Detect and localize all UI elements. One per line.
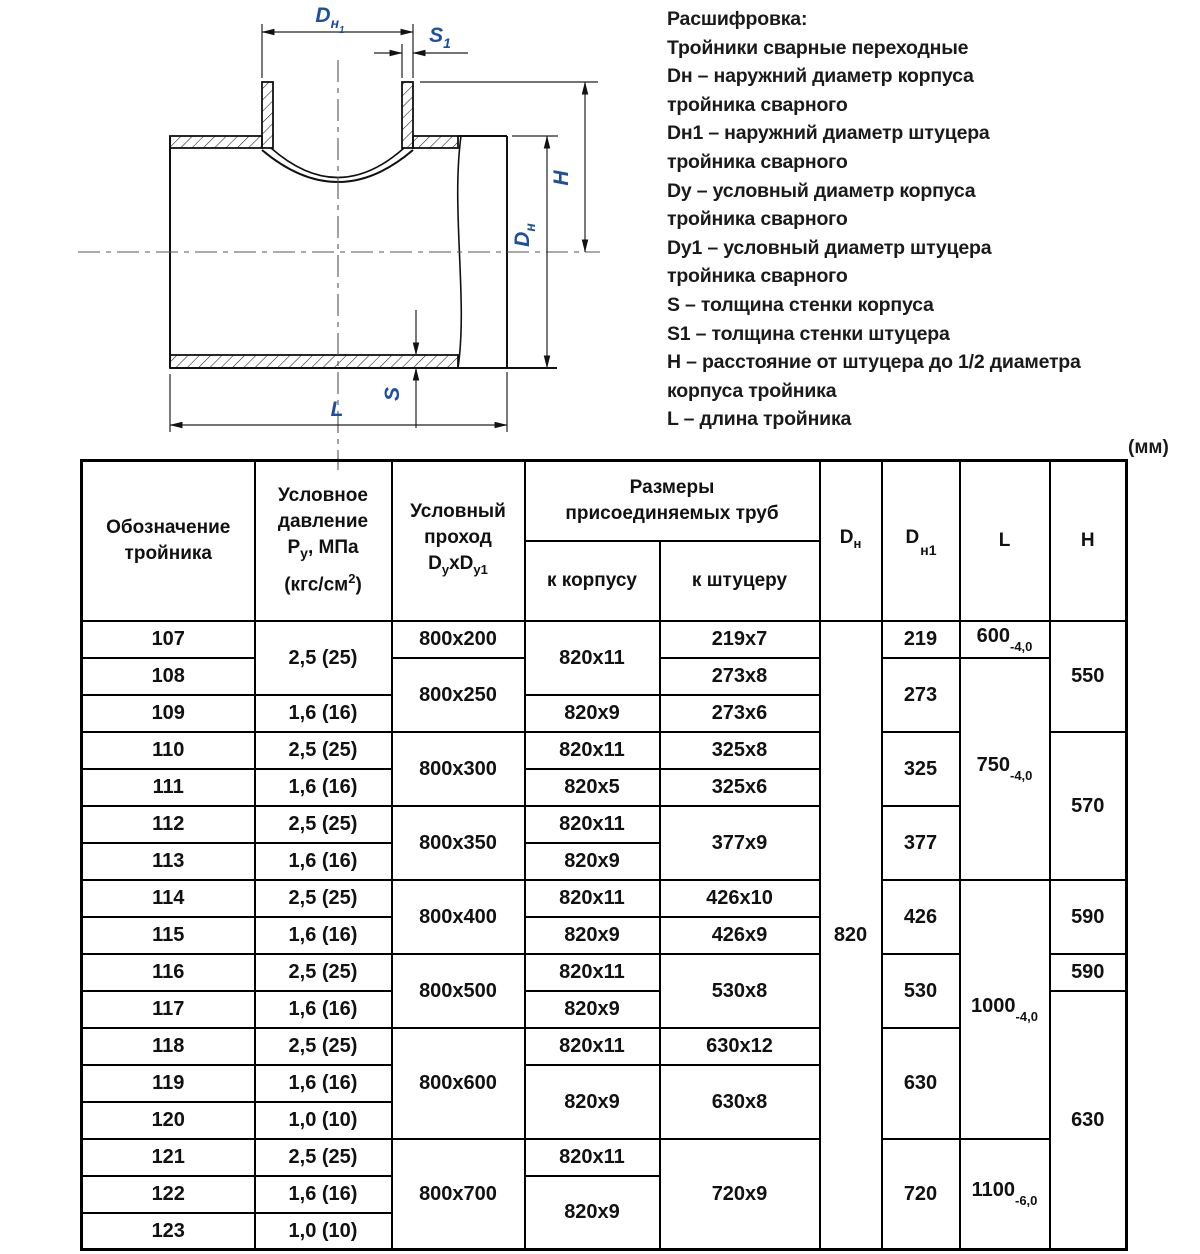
cell-designation: 110 (82, 732, 255, 769)
cell-l: $1000_{-4,0}$ (960, 880, 1050, 1139)
legend-title: Расшифровка: (667, 8, 808, 30)
dn1-label: $D_{н1}$ (315, 4, 345, 36)
cell-pressure: 2,5 (25) (255, 621, 392, 695)
legend-block (667, 5, 1197, 434)
cell-pipe-branch: 426x9 (660, 917, 820, 954)
tee-drawing (0, 0, 660, 470)
body-bottom-wall (170, 355, 458, 368)
header-pipes-line2: присоединяемых труб (565, 502, 779, 524)
cell-pipe-branch: 273x8 (660, 658, 820, 695)
cell-bore: 800x700 (392, 1139, 525, 1250)
legend-line: S – толщина стенки корпуса (667, 293, 934, 316)
cell-pressure: 2,5 (25) (255, 1028, 392, 1065)
cell-bore: 800x200 (392, 621, 525, 658)
cell-designation: 117 (82, 991, 255, 1028)
cell-pressure: 1,6 (16) (255, 1176, 392, 1213)
cell-l: $1100_{-6,0}$ (960, 1139, 1050, 1250)
cell-dn1: 219 (882, 621, 960, 658)
cell-pressure: 1,6 (16) (255, 769, 392, 806)
cell-designation: 111 (82, 769, 255, 806)
cell-dn1: 325 (882, 732, 960, 806)
cell-designation: 108 (82, 658, 255, 695)
cell-pipe-body: 820x11 (525, 732, 660, 769)
cell-pipe-branch: 630x12 (660, 1028, 820, 1065)
branch-wall-right (402, 82, 413, 148)
legend-line: Dн1 – наружний диаметр штуцера (667, 122, 990, 145)
cell-bore: 800x250 (392, 658, 525, 732)
cell-pressure: 1,6 (16) (255, 1065, 392, 1102)
header-dn: $D_н$ (820, 461, 882, 621)
cell-pipe-body: 820x9 (525, 1176, 660, 1250)
legend-line: L – длина тройника (667, 408, 852, 431)
cell-designation: 123 (82, 1213, 255, 1250)
cell-pipe-branch: 530x8 (660, 954, 820, 1028)
cell-pipe-body: 820x5 (525, 769, 660, 806)
s1-label: $S_1$ (429, 24, 451, 51)
cell-dn: 820 (820, 621, 882, 1250)
cell-pipe-body: 820x9 (525, 917, 660, 954)
cell-bore: 800x300 (392, 732, 525, 806)
header-bore-line2: проход (424, 526, 492, 548)
header-bore (392, 461, 525, 621)
cell-pressure: 1,6 (16) (255, 917, 392, 954)
cell-bore: 800x350 (392, 806, 525, 880)
cell-h: 590 (1050, 954, 1127, 991)
cell-dn1: 426 (882, 880, 960, 954)
s-label: S (381, 386, 404, 402)
legend-line: Dу – условный диаметр корпуса (667, 179, 976, 202)
dn-label: $D_н$ (511, 223, 538, 247)
legend-line: H – расстояние от штуцера до 1/2 диаметра (667, 351, 1081, 374)
legend-line: Тройники сварные переходные (667, 36, 969, 59)
cell-pipe-body: 820x9 (525, 695, 660, 732)
cell-pipe-branch: 325x8 (660, 732, 820, 769)
cell-bore: 800x600 (392, 1028, 525, 1139)
legend-line: S1 – толщина стенки штуцера (667, 322, 950, 345)
cell-pressure: 1,0 (10) (255, 1213, 392, 1250)
table-row (82, 621, 1127, 658)
cell-l: $600_{-4,0}$ (960, 621, 1050, 658)
cell-pressure: 1,0 (10) (255, 1102, 392, 1139)
cell-dn1: 530 (882, 954, 960, 1028)
header-pressure-line2: давление (277, 511, 369, 533)
branch-wall-left (262, 82, 273, 148)
cell-pipe-body: 820x11 (525, 621, 660, 695)
cell-pipe-body: 820x9 (525, 1065, 660, 1139)
legend-line: тройника сварного (667, 150, 848, 173)
header-pressure-line1: Условное (278, 485, 368, 507)
l-label: L (330, 398, 344, 421)
table-row (82, 1139, 1127, 1176)
units-label: (мм) (1128, 437, 1169, 458)
cell-pressure: 1,6 (16) (255, 695, 392, 732)
legend-line: Dн – наружний диаметр корпуса (667, 65, 974, 88)
cell-designation: 114 (82, 880, 255, 917)
header-pipe-body: к корпусу (525, 541, 660, 621)
header-pipes-line1: Размеры (629, 476, 715, 498)
cell-designation: 118 (82, 1028, 255, 1065)
legend-line: тройника сварного (667, 93, 848, 116)
header-pressure (255, 461, 392, 621)
cell-pipe-branch: 426x10 (660, 880, 820, 917)
cell-h: 630 (1050, 991, 1127, 1250)
cell-designation: 116 (82, 954, 255, 991)
header-pressure-line4: $(кгс/см^2)$ (284, 570, 362, 596)
header-pressure-line3: $P_у$, МПа (287, 537, 359, 561)
legend-line: Dу1 – условный диаметр штуцера (667, 236, 992, 259)
header-l: L (960, 461, 1050, 621)
cell-pipe-branch: 377x9 (660, 806, 820, 880)
cell-designation: 121 (82, 1139, 255, 1176)
cell-designation: 120 (82, 1102, 255, 1139)
cell-designation: 122 (82, 1176, 255, 1213)
cell-designation: 109 (82, 695, 255, 732)
legend-line: корпуса тройника (667, 379, 837, 402)
body-top-wall-left (170, 136, 262, 148)
cell-h: 570 (1050, 732, 1127, 880)
cell-bore: 800x500 (392, 954, 525, 1028)
cell-dn1: 720 (882, 1139, 960, 1250)
cell-pipe-branch: 720x9 (660, 1139, 820, 1250)
cell-designation: 107 (82, 621, 255, 658)
cell-dn1: 273 (882, 658, 960, 732)
cell-designation: 113 (82, 843, 255, 880)
cell-pipe-body: 820x9 (525, 991, 660, 1028)
cell-pipe-body: 820x11 (525, 1139, 660, 1176)
cell-designation: 119 (82, 1065, 255, 1102)
h-label: H (550, 170, 573, 186)
cell-pipe-branch: 630x8 (660, 1065, 820, 1139)
header-h: H (1050, 461, 1127, 621)
cell-h: 550 (1050, 621, 1127, 732)
header-row-1 (82, 461, 1127, 541)
cell-pipe-body: 820x9 (525, 843, 660, 880)
hatched-walls (170, 82, 458, 368)
cell-dn1: 630 (882, 1028, 960, 1139)
cell-pressure: 2,5 (25) (255, 806, 392, 843)
cell-pressure: 2,5 (25) (255, 732, 392, 769)
header-bore-line1: Условный (410, 500, 506, 522)
cell-pipe-body: 820x11 (525, 806, 660, 843)
cell-pipe-body: 820x11 (525, 954, 660, 991)
cell-designation: 115 (82, 917, 255, 954)
body-top-wall-right (413, 136, 458, 148)
cell-pipe-body: 820x11 (525, 1028, 660, 1065)
cell-pressure: 2,5 (25) (255, 880, 392, 917)
cell-pipe-branch: 273x6 (660, 695, 820, 732)
spec-table (80, 459, 1128, 1251)
cell-pressure: 2,5 (25) (255, 1139, 392, 1176)
header-designation: Обозначение тройника (82, 461, 255, 621)
cell-h: 590 (1050, 880, 1127, 954)
header-pipe-branch: к штуцеру (660, 541, 820, 621)
legend-line: тройника сварного (667, 208, 848, 231)
cell-pipe-branch: 325x6 (660, 769, 820, 806)
cell-pipe-body: 820x11 (525, 880, 660, 917)
cell-pressure: 1,6 (16) (255, 843, 392, 880)
header-pipes (525, 461, 820, 541)
cell-designation: 112 (82, 806, 255, 843)
cell-l: $750_{-4,0}$ (960, 658, 1050, 880)
cell-pressure: 1,6 (16) (255, 991, 392, 1028)
header-dn1: $D_{н1}$ (882, 461, 960, 621)
cell-pipe-branch: 219x7 (660, 621, 820, 658)
legend-line: тройника сварного (667, 265, 848, 288)
header-bore-line3: $D_ухD_{у1}$ (428, 552, 488, 577)
table-row (82, 880, 1127, 917)
cell-dn1: 377 (882, 806, 960, 880)
cell-pressure: 2,5 (25) (255, 954, 392, 991)
cell-bore: 800x400 (392, 880, 525, 954)
